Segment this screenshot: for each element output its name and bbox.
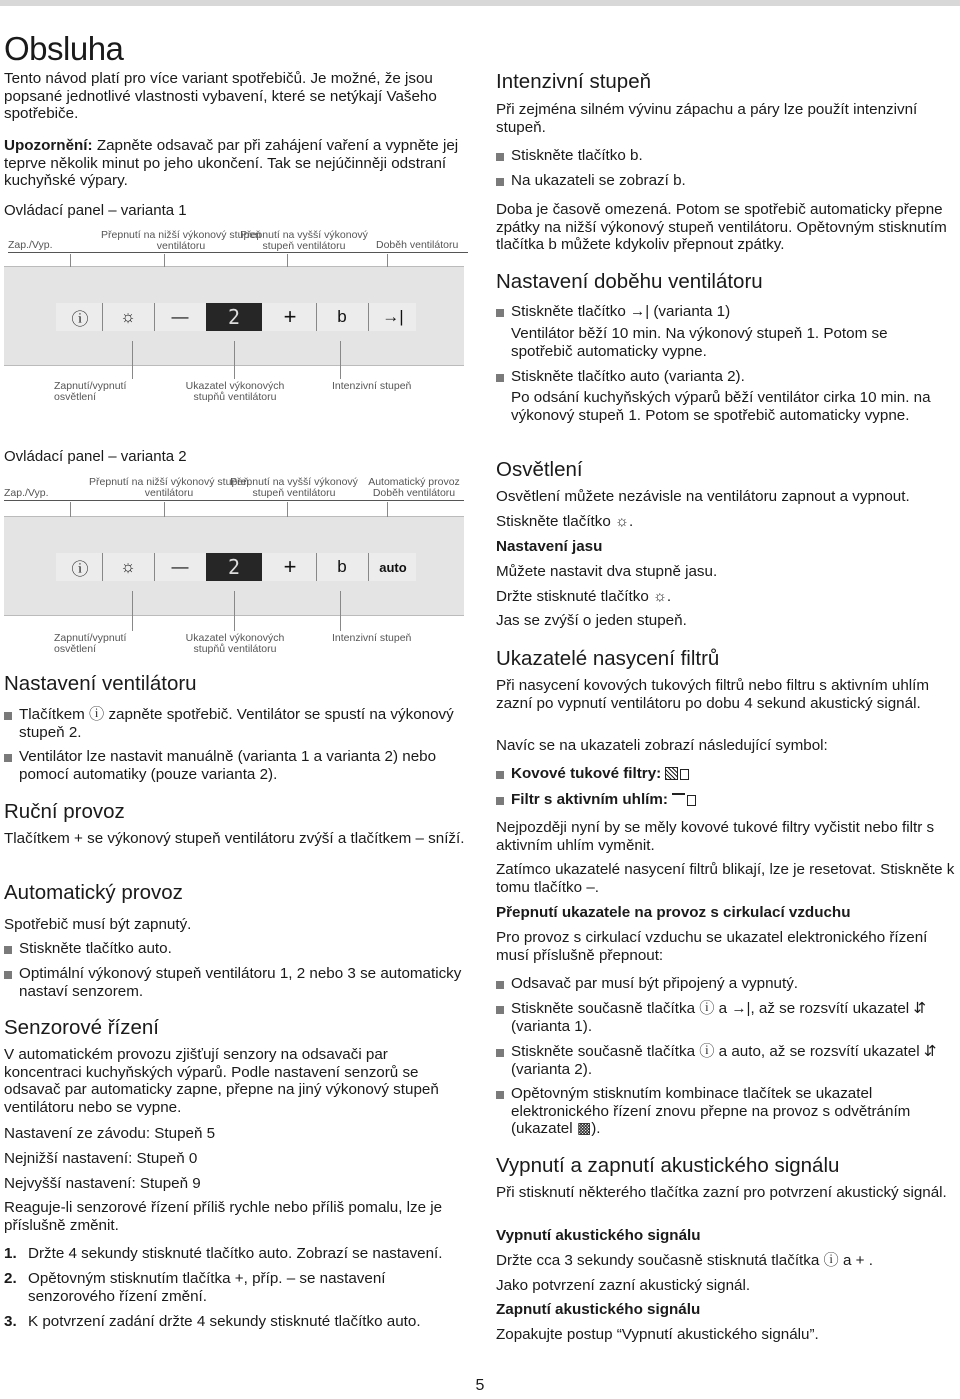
filter-bullet-c3: Stiskněte současně tlačítka ⓘ a auto, až se rozsvítí ukazatel ⇵ (varianta 2). [496,1043,956,1078]
panel2-label-onoff: Zap./Vyp. [4,487,49,499]
note-label: Upozornění: [4,137,93,154]
panel1-label-right: Doběh ventilátoru [376,239,459,251]
empty-box-icon [687,795,696,806]
fan-level-display: 2 [206,553,262,581]
sound-heading: Vypnutí a zapnutí akustického signálu [496,1154,840,1177]
filter-text: Při nasycení kovových tukových filtrů nebo filtru s aktivním uhlím zazní po vypnutí ventilátoru po dobu 4 sekund akustický signál. [496,677,930,712]
minus-button[interactable]: — [171,307,189,326]
sensor-react: Reaguje-li senzorové řízení příliš rychle nebo příliš pomalu, lze je příslušně změnit. [4,1199,443,1234]
power-icon[interactable]: ⓘ [71,309,89,329]
light-icon[interactable]: ☼ [120,557,136,576]
carbon-filter-icon [672,793,685,806]
manual-text: Tlačítkem + se výkonový stupeň ventilátoru zvýší a tlačítkem – sníží. [4,830,465,847]
filter-bullet-carbon: Filtr s aktivním uhlím: [496,791,956,809]
panel2-label-higher: Přepnutí na vyšší výkonový stupeň ventilátoru [230,476,358,499]
filter-text-3: Nejpozději nyní by se měly kovové tukové filtry vyčistit nebo filtr s aktivním uhlím vyměnit. [496,819,935,854]
light-t2: Držte stisknuté tlačítko ☼. [496,588,672,605]
intensive-button[interactable]: b [337,557,347,576]
plus-button[interactable]: + [283,304,297,329]
minus-button[interactable]: — [171,557,189,576]
sound-text: Při stisknutí některého tlačítka zazní pro potvrzení akustický signál. [496,1184,947,1201]
intro-note [4,137,469,190]
intro-text: Tento návod platí pro více variant spotřebičů. Je možné, že jsou popsané jednotlivé vlastnosti vybavení, které se netýkají Vašeho spotřebiče. [4,70,437,123]
panel1-label-intensive: Intenzivní stupeň [332,380,412,392]
runon-bullet-1-text: Ventilátor běží 10 min. Na výkonový stupeň 1. Potom se spotřebič automaticky vypne. [511,325,888,360]
panel1-heading: Ovládací panel – varianta 1 [4,202,187,219]
panel1-label-higher: Přepnutí na vyšší výkonový stupeň ventilátoru [240,229,368,252]
sensor-factory: Nastavení ze závodu: Stupeň 5 [4,1125,216,1142]
control-panel-1 [4,266,464,366]
light-icon[interactable]: ☼ [120,307,136,326]
runon-bullet-2: Stiskněte tlačítko auto (varianta 2). [496,368,956,386]
runon-heading: Nastavení doběhu ventilátoru [496,270,763,293]
intensive-bullet-1: Stiskněte tlačítko b. [496,147,956,165]
panel2-label-lower: Přepnutí na nižší výkonový stupeň ventilátoru [89,476,249,499]
filter-text-4: Zatímco ukazatelé nasycení filtrů blikají, lze je resetovat. Stiskněte k tomu tlačítko –. [496,861,955,896]
sensor-step-3: 3. K potvrzení zadání držte 4 sekundy stisknuté tlačítko auto. [4,1313,421,1330]
page-title: Obsluha [4,30,124,68]
filter-text-5: Pro provoz s cirkulací vzduchu se ukazatel elektronického řízení musí příslušně přepnout: [496,929,928,964]
light-t1: Můžete nastavit dva stupně jasu. [496,563,718,580]
panel1-top-rule [8,252,468,253]
sound-t3: Zopakujte postup “Vypnutí akustického signálu”. [496,1326,819,1343]
panel2-label-intensive: Intenzivní stupeň [332,632,412,644]
panel2-label-display: Ukazatel výkonových stupňů ventilátoru [185,632,285,655]
vent-bullet-1: Tlačítkem ⓘ zapněte spotřebič. Ventilátor se spustí na výkonový stupeň 2. [4,706,469,741]
filter-bullet-metal: Kovové tukové filtry: [496,765,956,783]
light-heading: Osvětlení [496,458,583,481]
control-panel-2 [4,516,464,616]
light-subheading: Nastavení jasu [496,538,603,555]
sensor-step-2: 2. Opětovným stisknutím tlačítka +, příp. – se nastavení senzorového řízení změní. [4,1270,386,1305]
page-number: 5 [475,1377,485,1394]
filter-bullet-c2: Stiskněte současně tlačítka ⓘ a →|, až se rozsvítí ukazatel ⇵ (varianta 1). [496,1000,956,1035]
empty-box-icon [680,769,689,780]
sound-t2: Jako potvrzení zazní akustický signál. [496,1277,751,1294]
sensor-text: V automatickém provozu zjišťují senzory na odsavači par koncentraci kuchyňských výparů. Podle nastavení senzorů se odsavač par automaticky zapne, přepne na jiný výkonový stupeň ventilátoru nebo se vypne. [4,1046,439,1116]
metal-filter-icon [665,767,678,780]
filter-bullet-c1: Odsavač par musí být připojený a vypnutý. [496,975,956,993]
filter-text-2: Navíc se na ukazateli zobrazí následující symbol: [496,737,828,754]
manual-heading: Ruční provoz [4,800,125,823]
sound-subheading-on: Zapnutí akustického signálu [496,1301,701,1318]
panel2-heading: Ovládací panel – varianta 2 [4,448,187,465]
sensor-step-1: 1. Držte 4 sekundy stisknuté tlačítko auto. Zobrazí se nastavení. [4,1245,443,1262]
runon-bullet-1: Stiskněte tlačítko →| (varianta 1) [496,303,956,321]
intensive-bullet-2: Na ukazateli se zobrazí b. [496,172,956,190]
auto-bullet-2: Optimální výkonový stupeň ventilátoru 1, 2 nebo 3 se automaticky nastaví senzorem. [4,965,469,1000]
panel1-label-display: Ukazatel výkonových stupňů ventilátoru [185,380,285,403]
panel1-label-lower: Přepnutí na nižší výkonový stupeň ventilátoru [101,229,261,252]
run-on-icon[interactable]: →| [382,307,404,326]
panel2-top-rule [4,500,464,501]
filter-subheading: Přepnutí ukazatele na provoz s cirkulací vzduchu [496,904,851,921]
runon-bullet-2-text: Po odsání kuchyňských výparů běží ventilátor cirka 10 min. na výkonový stupeň 1. Potom se spotřebič automaticky vypne. [511,389,931,424]
light-t3: Jas se zvýší o jeden stupeň. [496,612,687,629]
intensive-heading: Intenzivní stupeň [496,70,651,93]
note-text: Zapněte odsavač par při zahájení vaření a vypněte jej teprve několik minut po jeho ukončení. Tak se nejúčinněji odstraní kuchyňské výpary. [4,137,459,190]
sensor-highest: Nejvyšší nastavení: Stupeň 9 [4,1175,201,1192]
intensive-text-2: Doba je časově omezená. Potom se spotřebič automaticky přepne zpátky na nižší výkonový stupeň ventilátoru. Opětovným stisknutím tlačítka b můžete kdykoliv přepnout zpátky. [496,201,947,254]
plus-button[interactable]: + [283,554,297,579]
light-text: Osvětlení můžete nezávisle na ventilátoru zapnout a vypnout. [496,488,910,505]
auto-button[interactable]: auto [379,559,407,575]
panel1-label-onoff: Zap./Vyp. [8,239,53,251]
panel2-label-light: Zapnutí/vypnutí osvětlení [54,632,127,655]
auto-bullet-1: Stiskněte tlačítko auto. [4,940,469,958]
auto-heading: Automatický provoz [4,881,183,904]
panel1-label-light: Zapnutí/vypnutí osvětlení [54,380,127,403]
sensor-lowest: Nejnižší nastavení: Stupeň 0 [4,1150,198,1167]
intensive-text: Při zejména silném vývinu zápachu a páry lze použít intenzivní stupeň. [496,101,918,136]
sensor-heading: Senzorové řízení [4,1016,159,1039]
filter-bullet-c4: Opětovným stisknutím kombinace tlačítek se ukazatel elektronického řízení znovu přepne na provoz s odvětráním (ukazatel ▩). [496,1085,956,1138]
intensive-button[interactable]: b [337,307,347,326]
light-press: Stiskněte tlačítko ☼. [496,513,634,530]
sound-t1: Držte cca 3 sekundy současně stisknutá tlačítka ⓘ a + . [496,1252,873,1269]
auto-text: Spotřebič musí být zapnutý. [4,916,192,933]
fan-level-display: 2 [206,303,262,331]
panel2-label-right: Automatický provoz Doběh ventilátoru [368,476,460,499]
top-rule [0,0,960,6]
filter-heading: Ukazatelé nasycení filtrů [496,647,720,670]
vent-bullet-2: Ventilátor lze nastavit manuálně (varianta 1 a varianta 2) nebo pomocí automatiky (pouze varianta 2). [4,748,469,783]
vent-heading: Nastavení ventilátoru [4,672,197,695]
sound-subheading-off: Vypnutí akustického signálu [496,1227,701,1244]
power-icon[interactable]: ⓘ [71,559,89,579]
